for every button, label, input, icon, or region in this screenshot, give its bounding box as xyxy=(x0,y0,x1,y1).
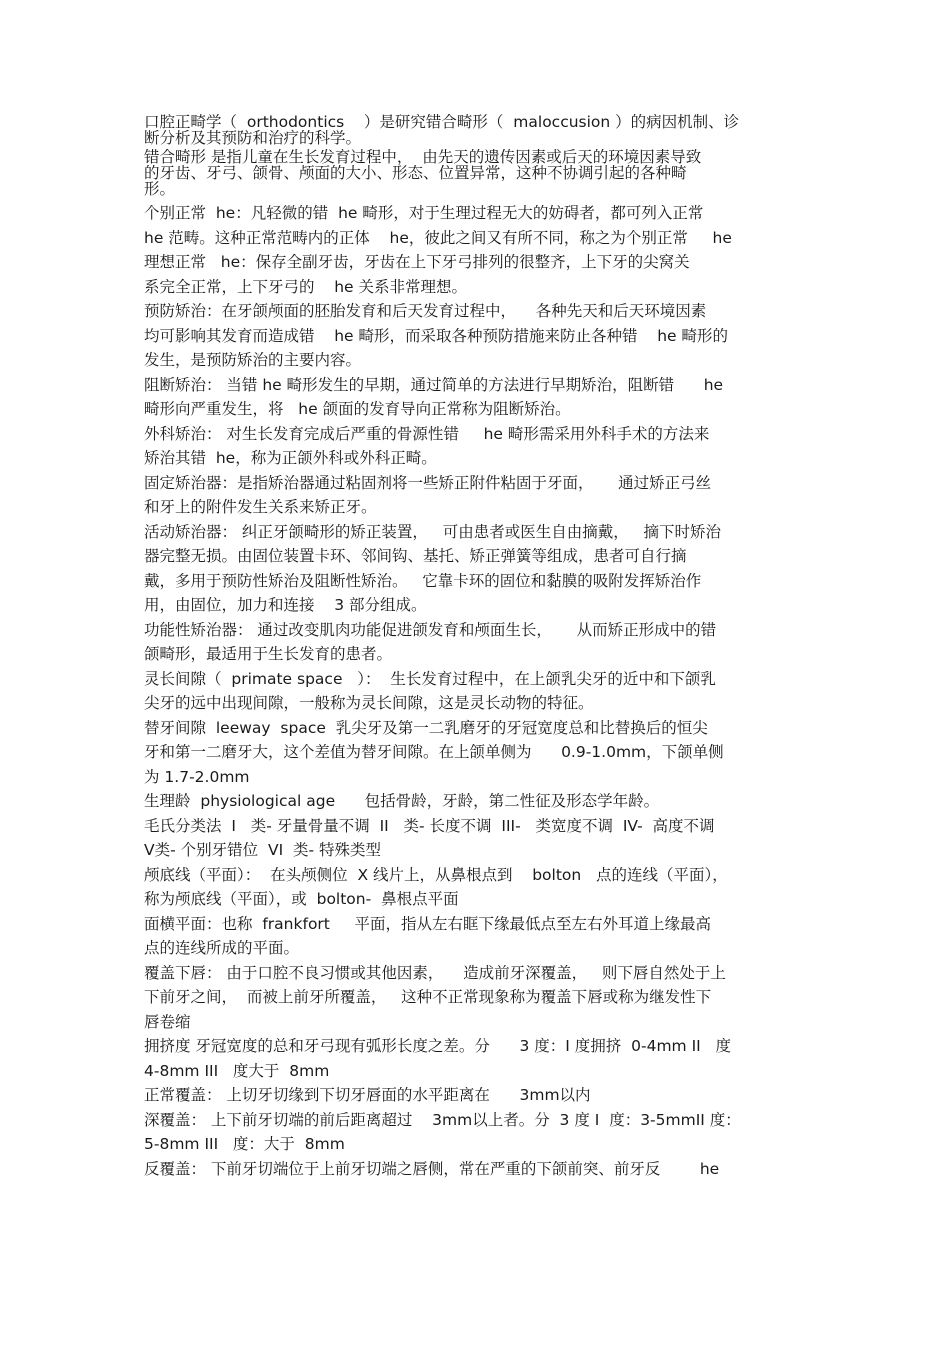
text-line: 功能性矫治器： 通过改变肌肉功能促进颌发育和颅面生长， 从而矫正形成中的错 xyxy=(144,620,717,639)
text-line: 系完全正常，上下牙弓的 he 关系非常理想。 xyxy=(144,277,467,296)
paragraph-sn-plane xyxy=(144,863,814,912)
text-line: 发生，是预防矫治的主要内容。 xyxy=(144,351,362,369)
text-line: 覆盖下唇： 由于口腔不良习惯或其他因素， 造成前牙深覆盖， 则下唇自然处于上 xyxy=(144,963,726,982)
paragraph-functional-appliance xyxy=(144,618,814,667)
text-line: 畸形向严重发生，将 he 颌面的发育导向正常称为阻断矫治。 xyxy=(144,400,571,418)
text-line: 理想正常 he：保存全副牙齿，牙齿在上下牙弓排列的很整齐，上下牙的尖窝关 xyxy=(144,253,690,271)
text-line: 反覆盖： 下前牙切端位于上前牙切端之唇侧，常在严重的下颌前突、前牙反 he xyxy=(144,1159,720,1178)
paragraph-surgical-ortho xyxy=(144,422,814,471)
paragraph-malocclusion xyxy=(144,149,814,197)
text-line: 均可影响其发育而造成错 he 畸形，而采取各种预防措施来防止各种错 he 畸形的 xyxy=(144,326,728,345)
text-line: 形。 xyxy=(144,181,176,197)
paragraph-leeway-space xyxy=(144,716,814,790)
text-line: 阻断矫治： 当错 he 畸形发生的早期，通过简单的方法进行早期矫治，阻断错 he xyxy=(144,375,724,394)
paragraph-orthodontics xyxy=(144,114,814,146)
text-line: 尖牙的远中出现间隙，一般称为灵长间隙，这是灵长动物的特征。 xyxy=(144,694,594,712)
text-line: 活动矫治器： 纠正牙颌畸形的矫正装置， 可由患者或医生自由摘戴， 摘下时矫治 xyxy=(144,522,721,541)
text-line: 正常覆盖： 上切牙切缘到下切牙唇面的水平距离在 3mm以内 xyxy=(144,1086,591,1104)
document-body xyxy=(144,114,814,1181)
text-line: 生理龄 physiological age 包括骨龄，牙龄，第二性征及形态学年龄。 xyxy=(144,792,660,810)
text-line: 矫治其错 he，称为正颌外科或外科正畸。 xyxy=(144,449,437,467)
text-line: 为 1.7-2.0mm xyxy=(144,767,250,786)
text-line: 深覆盖： 上下前牙切端的前后距离超过 3mm以上者。分 3 度 I 度：3-5mmII 度： xyxy=(144,1110,741,1129)
text-line: 拥挤度 牙冠宽度的总和牙弓现有弧形长度之差。分 3 度：I 度拥挤 0-4mm II 度 xyxy=(144,1037,731,1055)
paragraph-interceptive-ortho xyxy=(144,373,814,422)
text-line: 点的连线所成的平面。 xyxy=(144,939,300,957)
text-line: 的牙齿、牙弓、颌骨、颅面的大小、形态、位置异常，这种不协调引起的各种畸 xyxy=(144,165,687,181)
text-line: 5-8mm III 度：大于 8mm xyxy=(144,1135,345,1153)
text-line: 口腔正畸学（ orthodontics ）是研究错合畸形（ maloccusion ）的病因机制、诊 xyxy=(144,114,740,130)
text-line: 和牙上的附件发生关系来矫正牙。 xyxy=(144,498,377,516)
paragraph-preventive-ortho xyxy=(144,299,814,373)
text-line: 错合畸形 是指儿童在生长发育过程中， 由先天的遗传因素或后天的环境因素导致 xyxy=(144,149,702,165)
paragraph-primate-space xyxy=(144,667,814,716)
text-line: 固定矫治器：是指矫治器通过粘固剂将一些矫正附件粘固于牙面， 通过矫正弓丝 xyxy=(144,473,712,492)
text-line: 戴，多用于预防性矫治及阻断性矫治。 它靠卡环的固位和黏膜的吸附发挥矫治作 xyxy=(144,571,702,590)
paragraph-physiological-age xyxy=(144,789,814,814)
text-line: 面横平面：也称 frankfort 平面，指从左右眶下缘最低点至左右外耳道上缘最高 xyxy=(144,914,712,933)
paragraph-normal-overjet xyxy=(144,1083,814,1108)
text-line: 替牙间隙 leeway space 乳尖牙及第一二乳磨牙的牙冠宽度总和比替换后的恒尖 xyxy=(144,718,708,737)
text-line: 器完整无损。由固位装置卡环、邻间钩、基托、矫正弹簧等组成，患者可自行摘 xyxy=(144,547,687,565)
text-line: 下前牙之间， 而被上前牙所覆盖， 这种不正常现象称为覆盖下唇或称为继发性下 xyxy=(144,988,712,1006)
text-line: 唇卷缩 xyxy=(144,1012,191,1031)
paragraph-mao-classification xyxy=(144,814,814,863)
text-line: 外科矫治： 对生长发育完成后严重的骨源性错 he 畸形需采用外科手术的方法来 xyxy=(144,424,710,443)
paragraph-fixed-appliance xyxy=(144,471,814,520)
paragraph-deep-overjet xyxy=(144,1108,814,1157)
paragraph-lip-trap xyxy=(144,961,814,1035)
text-line: 个别正常 he：凡轻微的错 he 畸形，对于生理过程无大的妨碍者，都可列入正常 xyxy=(144,204,704,222)
paragraph-frankfort-plane xyxy=(144,912,814,961)
paragraph-individual-normal xyxy=(144,201,814,299)
paragraph-removable-appliance xyxy=(144,520,814,618)
text-line: 毛氏分类法 I 类- 牙量骨量不调 II 类- 长度不调 III- 类宽度不调 IV- 高度不调 xyxy=(144,816,715,835)
text-line: 称为颅底线（平面），或 bolton- 鼻根点平面 xyxy=(144,890,459,908)
text-line: V类- 个别牙错位 VI 类- 特殊类型 xyxy=(144,841,382,859)
text-line: 用，由固位，加力和连接 3 部分组成。 xyxy=(144,596,427,614)
text-line: 颅底线（平面）： 在头颅侧位 X 线片上，从鼻根点到 bolton 点的连线（平面）， xyxy=(144,865,728,884)
text-line: 4-8mm III 度大于 8mm xyxy=(144,1061,330,1080)
text-line: 颌畸形，最适用于生长发育的患者。 xyxy=(144,645,393,663)
text-line: 断分析及其预防和治疗的科学。 xyxy=(144,130,362,146)
text-line: he 范畴。这种正常范畴内的正体 he，彼此之间又有所不同，称之为个别正常 he xyxy=(144,228,732,247)
paragraph-crowding xyxy=(144,1034,814,1083)
paragraph-anterior-crossbite xyxy=(144,1157,814,1182)
text-line: 预防矫治：在牙颌颅面的胚胎发育和后天发育过程中， 各种先天和后天环境因素 xyxy=(144,302,707,320)
text-line: 牙和第一二磨牙大，这个差值为替牙间隙。在上颌单侧为 0.9-1.0mm，下颌单侧 xyxy=(144,743,724,761)
text-line: 灵长间隙（ primate space ）： 生长发育过程中，在上颌乳尖牙的近中和下颌乳 xyxy=(144,669,716,688)
